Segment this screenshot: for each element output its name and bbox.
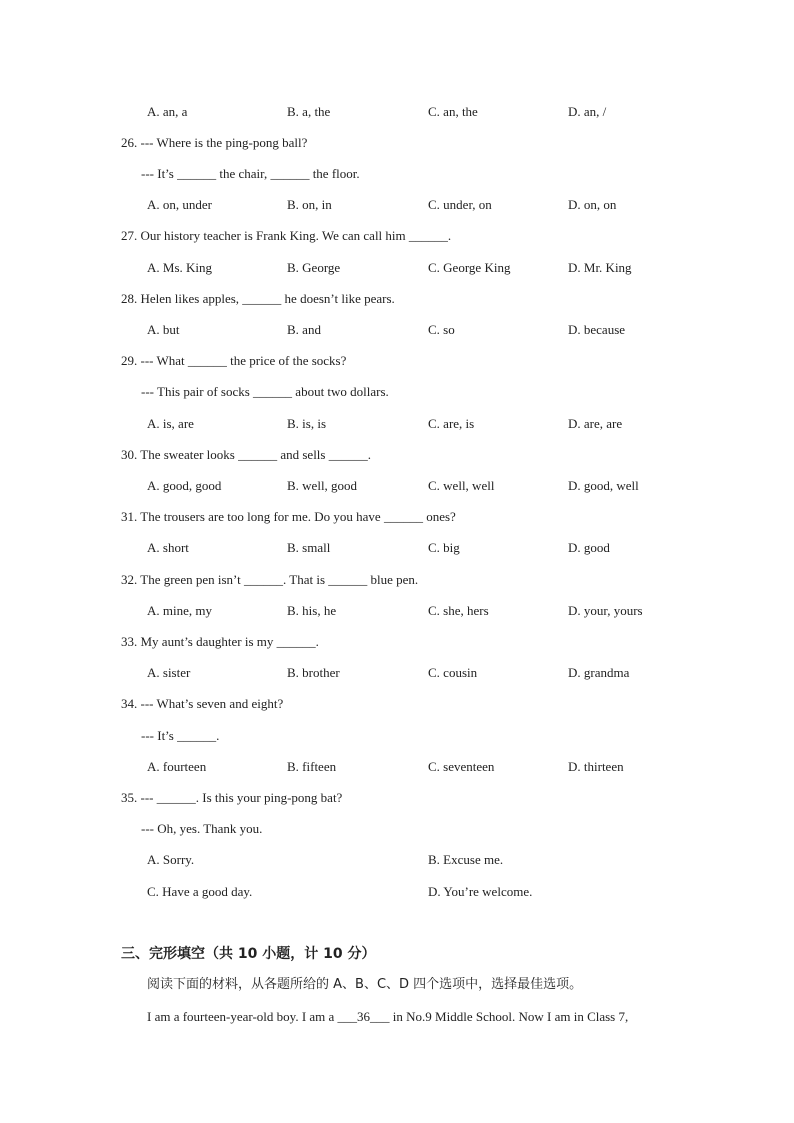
q32-stem: 32. The green pen isn’t ______. That is ______ blue pen. [121,572,419,587]
q28-option-d: D. because [568,322,626,337]
passage-first-line: I am a fourteen-year-old boy. I am a ___36___ in No.9 Middle School. Now I am in Class 7, [147,1009,629,1024]
section-heading: 三、完形填空（共 10 小题，计 10 分） [121,946,376,962]
q29-option-a: A. is, are [147,416,194,431]
q33-option-b: B. brother [287,665,340,680]
q33-option-d: D. grandma [568,665,630,680]
q34-option-b: B. fifteen [287,759,337,774]
q29-stem: 29. --- What ______ the price of the socks? [121,353,347,368]
q34-option-d: D. thirteen [568,759,624,774]
q30-option-d: D. good, well [568,478,639,493]
q29-option-c: C. are, is [428,416,475,431]
q34-sub: --- It’s ______. [141,728,220,743]
q31-option-b: B. small [287,540,331,555]
q29-sub: --- This pair of socks ______ about two dollars. [141,384,389,399]
q27-stem: 27. Our history teacher is Frank King. We can call him ______. [121,228,452,243]
q30-option-c: C. well, well [428,478,495,493]
q28-option-c: C. so [428,322,455,337]
q31-option-d: D. good [568,540,610,555]
q26-option-b: B. on, in [287,197,332,212]
q30-option-a: A. good, good [147,478,222,493]
q33-option-c: C. cousin [428,665,478,680]
q25-option-b: B. a, the [287,104,331,119]
q27-option-c: C. George King [428,260,511,275]
q27-option-b: B. George [287,260,341,275]
q28-option-b: B. and [287,322,321,337]
q34-option-a: A. fourteen [147,759,207,774]
q26-option-a: A. on, under [147,197,212,212]
q29-option-b: B. is, is [287,416,327,431]
q25-option-d: D. an, / [568,104,607,119]
q32-option-a: A. mine, my [147,603,212,618]
q32-option-d: D. your, yours [568,603,643,618]
q30-option-b: B. well, good [287,478,358,493]
q29-option-d: D. are, are [568,416,623,431]
q31-option-c: C. big [428,540,460,555]
q35-option-d: D. You’re welcome. [428,884,533,899]
q35-option-a: A. Sorry. [147,852,195,867]
q27-option-a: A. Ms. King [147,260,213,275]
q34-stem: 34. --- What’s seven and eight? [121,696,284,711]
q26-sub: --- It’s ______ the chair, ______ the floor. [141,166,360,181]
q26-stem: 26. --- Where is the ping-pong ball? [121,135,308,150]
q27-option-d: D. Mr. King [568,260,632,275]
q35-stem: 35. --- ______. Is this your ping-pong bat? [121,790,343,805]
q33-stem: 33. My aunt’s daughter is my ______. [121,634,319,649]
q35-option-b: B. Excuse me. [428,852,504,867]
q28-option-a: A. but [147,322,180,337]
q28-stem: 28. Helen likes apples, ______ he doesn’t like pears. [121,291,395,306]
q33-option-a: A. sister [147,665,191,680]
q31-option-a: A. short [147,540,189,555]
q35-sub: --- Oh, yes. Thank you. [141,821,263,836]
q30-stem: 30. The sweater looks ______ and sells ______. [121,447,371,462]
q26-option-d: D. on, on [568,197,617,212]
q26-option-c: C. under, on [428,197,492,212]
q35-option-c: C. Have a good day. [147,884,253,899]
q25-option-a: A. an, a [147,104,188,119]
q25-option-c: C. an, the [428,104,478,119]
q32-option-c: C. she, hers [428,603,489,618]
q34-option-c: C. seventeen [428,759,495,774]
q31-stem: 31. The trousers are too long for me. Do you have ______ ones? [121,509,456,524]
q32-option-b: B. his, he [287,603,337,618]
section-instruction: 阅读下面的材料，从各题所给的 A、B、C、D 四个选项中，选择最佳选项。 [147,977,583,992]
